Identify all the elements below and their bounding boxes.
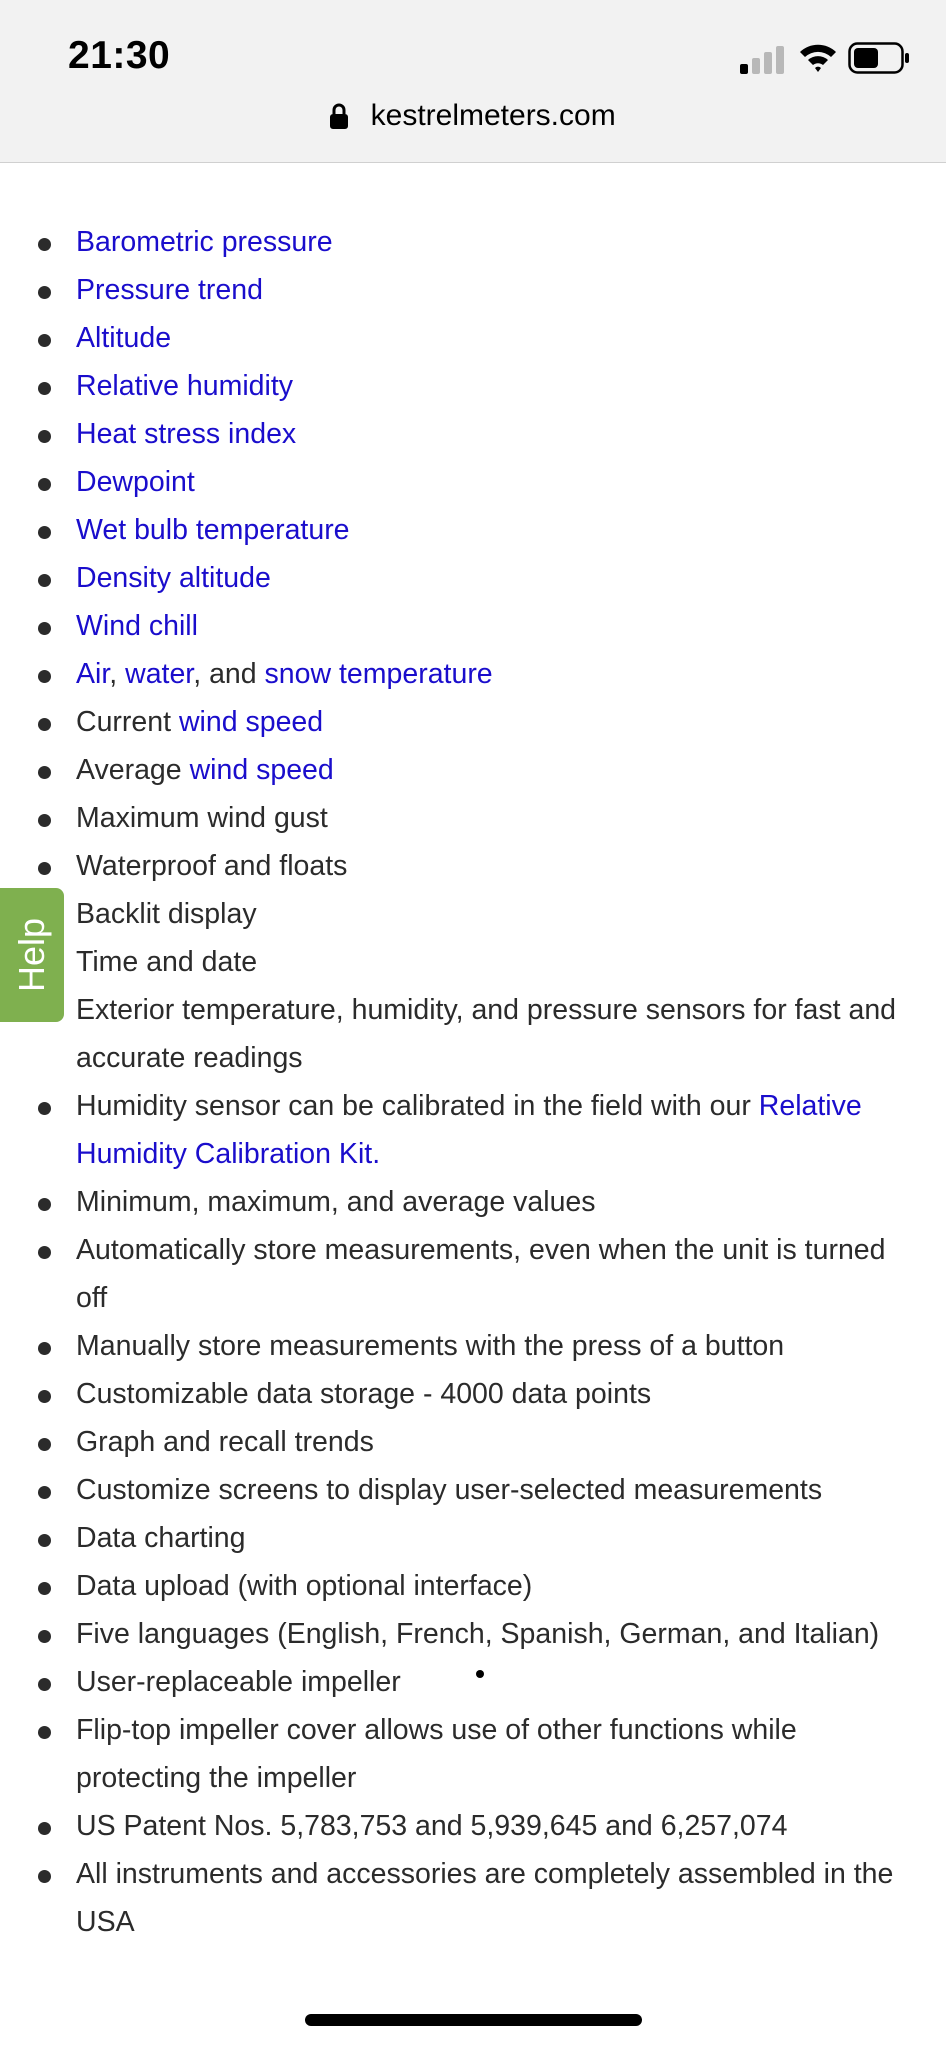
bullet-icon xyxy=(38,766,51,779)
bullet-icon xyxy=(38,622,51,635)
feature-link[interactable]: Pressure trend xyxy=(76,274,263,306)
feature-list-item xyxy=(0,1178,946,1226)
bullet-icon xyxy=(38,1342,51,1355)
bullet-icon xyxy=(38,1870,51,1883)
feature-list-item xyxy=(0,1370,946,1418)
feature-link[interactable]: Wind chill xyxy=(76,610,198,642)
feature-text: Maximum wind gust xyxy=(76,802,328,834)
feature-list-item xyxy=(0,554,946,602)
feature-text: Humidity sensor can be calibrated in the field with our xyxy=(76,1090,759,1122)
help-tab-button[interactable] xyxy=(0,888,64,1022)
feature-list-item xyxy=(0,938,946,986)
touch-indicator-dot xyxy=(476,1670,484,1678)
feature-text: Minimum, maximum, and average values xyxy=(76,1186,596,1218)
feature-text: Customize screens to display user-selected measurements xyxy=(76,1474,823,1506)
feature-list-item xyxy=(0,746,946,794)
bullet-icon xyxy=(38,1438,51,1451)
feature-list-item xyxy=(0,698,946,746)
feature-link[interactable]: Relative Humidity Calibration Kit. xyxy=(76,1090,862,1170)
feature-list-item xyxy=(0,650,946,698)
feature-list-item xyxy=(0,458,946,506)
bullet-icon xyxy=(38,1198,51,1211)
feature-link[interactable]: Barometric pressure xyxy=(76,226,333,258)
feature-text: US Patent Nos. 5,783,753 and 5,939,645 and 6,257,074 xyxy=(76,1810,788,1842)
feature-link[interactable]: Density altitude xyxy=(76,562,271,594)
bullet-icon xyxy=(38,670,51,683)
wifi-icon xyxy=(798,40,838,74)
feature-text: Average xyxy=(76,754,190,786)
feature-text: Graph and recall trends xyxy=(76,1426,374,1458)
feature-list-item xyxy=(0,794,946,842)
feature-list-item xyxy=(0,1466,946,1514)
feature-link[interactable]: water xyxy=(125,658,194,690)
bullet-icon xyxy=(38,862,51,875)
feature-link[interactable]: Heat stress index xyxy=(76,418,297,450)
feature-list-item xyxy=(0,1802,946,1850)
bullet-icon xyxy=(38,430,51,443)
feature-list-item xyxy=(0,266,946,314)
feature-text: Manually store measurements with the press of a button xyxy=(76,1330,785,1362)
lock-icon xyxy=(330,103,348,129)
bullet-icon xyxy=(38,814,51,827)
feature-list-item xyxy=(0,1610,946,1658)
bullet-icon xyxy=(38,1822,51,1835)
feature-list-item xyxy=(0,1322,946,1370)
feature-list-item xyxy=(0,1562,946,1610)
feature-list-item xyxy=(0,842,946,890)
address-bar[interactable] xyxy=(0,98,946,142)
feature-link[interactable]: Dewpoint xyxy=(76,466,195,498)
feature-text: User-replaceable impeller xyxy=(76,1666,401,1698)
feature-link[interactable]: Relative humidity xyxy=(76,370,294,402)
feature-list-item xyxy=(0,1418,946,1466)
feature-list-item xyxy=(0,1082,946,1178)
bullet-icon xyxy=(38,526,51,539)
feature-text: , and xyxy=(193,658,265,690)
help-tab-label: Help xyxy=(11,917,53,993)
bullet-icon xyxy=(38,382,51,395)
bullet-icon xyxy=(38,718,51,731)
bullet-icon xyxy=(38,478,51,491)
bullet-icon xyxy=(38,1582,51,1595)
bullet-icon xyxy=(38,1390,51,1403)
feature-list-item xyxy=(0,986,946,1082)
feature-link[interactable]: Altitude xyxy=(76,322,172,354)
feature-list-item xyxy=(0,218,946,266)
feature-link[interactable]: Wet bulb temperature xyxy=(76,514,350,546)
feature-link[interactable]: Air xyxy=(76,658,110,690)
bullet-icon xyxy=(38,1246,51,1259)
feature-text: Five languages (English, French, Spanish, German, and Italian) xyxy=(76,1618,880,1650)
bullet-icon xyxy=(38,286,51,299)
feature-list-item xyxy=(0,890,946,938)
bullet-icon xyxy=(38,1726,51,1739)
feature-text: Customizable data storage - 4000 data points xyxy=(76,1378,652,1410)
bullet-icon xyxy=(38,334,51,347)
feature-list-item xyxy=(0,1850,946,1946)
home-indicator[interactable] xyxy=(305,2014,642,2026)
feature-text: Current xyxy=(76,706,179,738)
bullet-icon xyxy=(38,1102,51,1115)
feature-text: Automatically store measurements, even when the unit is turned off xyxy=(76,1234,886,1314)
feature-list-item xyxy=(0,1226,946,1322)
feature-list-section xyxy=(0,218,946,1946)
bullet-icon xyxy=(38,574,51,587)
feature-list xyxy=(0,218,946,1946)
feature-list-item xyxy=(0,1514,946,1562)
feature-text: Time and date xyxy=(76,946,258,978)
feature-text: Flip-top impeller cover allows use of other functions while protecting the impeller xyxy=(76,1714,797,1794)
bullet-icon xyxy=(38,1678,51,1691)
feature-text: All instruments and accessories are completely assembled in the USA xyxy=(76,1858,894,1938)
bullet-icon xyxy=(38,238,51,251)
feature-list-item xyxy=(0,1706,946,1802)
feature-text: Waterproof and floats xyxy=(76,850,348,882)
feature-link[interactable]: snow temperature xyxy=(264,658,493,690)
feature-list-item xyxy=(0,410,946,458)
feature-text: Data charting xyxy=(76,1522,246,1554)
battery-icon xyxy=(848,42,910,74)
feature-text: Data upload (with optional interface) xyxy=(76,1570,533,1602)
page-url[interactable]: kestrelmeters.com xyxy=(370,99,616,133)
browser-status-bar xyxy=(0,0,946,163)
feature-list-item xyxy=(0,506,946,554)
feature-list-item xyxy=(0,602,946,650)
feature-text: , xyxy=(109,658,126,690)
feature-list-item xyxy=(0,362,946,410)
status-time: 21:30 xyxy=(68,34,171,77)
bullet-icon xyxy=(38,1486,51,1499)
feature-link[interactable]: wind speed xyxy=(178,706,324,738)
feature-text: Backlit display xyxy=(76,898,257,930)
bullet-icon xyxy=(38,1630,51,1643)
feature-link[interactable]: wind speed xyxy=(189,754,334,786)
cellular-signal-icon xyxy=(740,44,784,74)
bullet-icon xyxy=(38,1534,51,1547)
feature-text: Exterior temperature, humidity, and pressure sensors for fast and accurate readings xyxy=(76,994,897,1074)
feature-list-item xyxy=(0,314,946,362)
feature-list-item xyxy=(0,1658,946,1706)
